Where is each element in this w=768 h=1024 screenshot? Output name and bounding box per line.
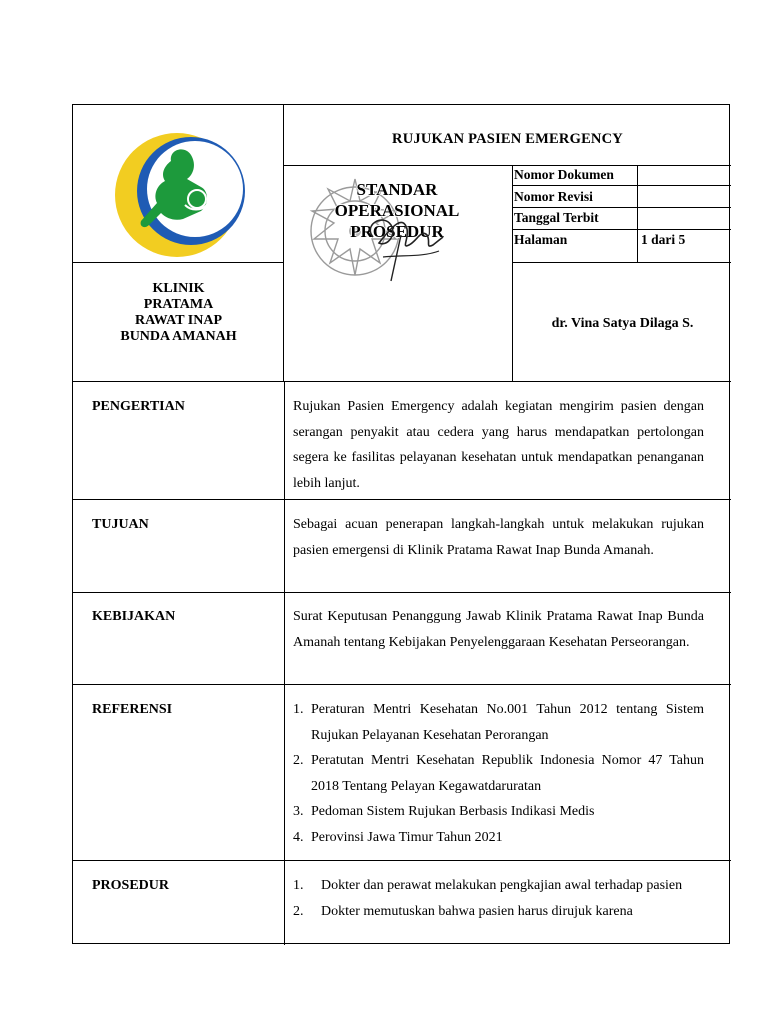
list-item-text: Dokter memutuskan bahwa pasien harus dirujuk karena (321, 903, 633, 919)
meta-label-tanggal-terbit: Tanggal Terbit (514, 210, 599, 225)
clinic-logo (105, 125, 253, 261)
meta-line-3 (512, 229, 731, 230)
section-label-tujuan: TUJUAN (92, 517, 149, 532)
list-item (293, 873, 704, 899)
row-line-2 (73, 592, 731, 593)
list-item (293, 899, 704, 925)
list-item (293, 748, 704, 799)
list-item (293, 697, 704, 748)
header-mid-line-left (73, 262, 284, 263)
section-label-pengertian: PENGERTIAN (92, 399, 185, 414)
list-item-number: 4. (293, 829, 304, 845)
list-item-text: Peraturan Mentri Kesehatan No.001 Tahun 2012 tentang Sistem Rujukan Pelayanan Kesehatan Perorangan (311, 702, 704, 743)
list-item-text: Pedoman Sistem Rujukan Berbasis Indikasi Medis (311, 804, 595, 819)
section-label-kebijakan: KEBIJAKAN (92, 609, 176, 624)
title-bottom-line (283, 165, 731, 166)
meta-line-2 (512, 207, 731, 208)
section-label-prosedur: PROSEDUR (92, 878, 170, 893)
list-item-text: Dokter dan perawat melakukan pengkajian awal terhadap pasien (321, 878, 683, 893)
meta-label-nomor-revisi: Nomor Revisi (514, 189, 593, 204)
signer-name: dr. Vina Satya Dilaga S. (551, 316, 694, 331)
signature (343, 185, 453, 285)
list-item-number: 1. (293, 878, 304, 893)
meta-label-nomor-dokumen: Nomor Dokumen (514, 167, 614, 182)
section-label-referensi: REFERENSI (92, 702, 173, 717)
clinic-name-line-3: RAWAT INAP (135, 313, 222, 328)
section-text-pengertian: Rujukan Pasien Emergency adalah kegiatan mengirim pasien dengan serangan penyakit atau cedera yang harus mendapatkan pertolongan segera ke fasilitas pelayanan kesehatan untuk mendapatkan penanganan lebih lanjut. (293, 399, 704, 491)
section-text-kebijakan: Surat Keputusan Penanggung Jawab Klinik Pratama Rawat Inap Bunda Amanah tentang Kebijakan Penyelenggaraan Kesehatan Perseorangan. (293, 609, 704, 650)
clinic-name (73, 281, 284, 345)
header-divider-right (512, 165, 513, 381)
sop-title-line-3: PROSEDUR (350, 222, 444, 241)
sop-document (72, 104, 730, 944)
clinic-name-line-4: BUNDA AMANAH (120, 329, 237, 344)
header-mid-line-right (512, 262, 731, 263)
header-bottom-line (73, 381, 731, 382)
section-text-tujuan: Sebagai acuan penerapan langkah-langkah untuk melakukan rujukan pasien emergensi di Klinik Pratama Rawat Inap Bunda Amanah. (293, 517, 704, 558)
list-item-number: 2. (293, 753, 304, 768)
clinic-name-line-2: PRATAMA (143, 297, 214, 312)
row-line-1 (73, 499, 731, 500)
row-line-3 (73, 684, 731, 685)
clinic-name-line-1: KLINIK (152, 281, 205, 296)
list-item-text: Perovinsi Jawa Timur Tahun 2021 (311, 829, 503, 845)
reference-list (293, 697, 704, 850)
meta-value-divider (637, 165, 638, 262)
row-line-4 (73, 860, 731, 861)
procedure-list (293, 873, 704, 924)
list-item (293, 825, 704, 851)
list-item-number: 2. (293, 903, 304, 919)
sop-title-line-2: OPERASIONAL (334, 201, 460, 220)
list-item (293, 799, 704, 825)
list-item-number: 3. (293, 804, 304, 819)
document-title: RUJUKAN PASIEN EMERGENCY (392, 131, 623, 147)
meta-value-halaman: 1 dari 5 (641, 232, 686, 247)
sop-title-line-1: STANDAR (356, 180, 438, 199)
meta-label-halaman: Halaman (514, 232, 568, 247)
meta-line-1 (512, 185, 731, 186)
list-item-number: 1. (293, 702, 304, 717)
list-item-text: Peratutan Mentri Kesehatan Republik Indonesia Nomor 47 Tahun 2018 Tentang Pelayan Kegawatdaruratan (311, 753, 704, 794)
